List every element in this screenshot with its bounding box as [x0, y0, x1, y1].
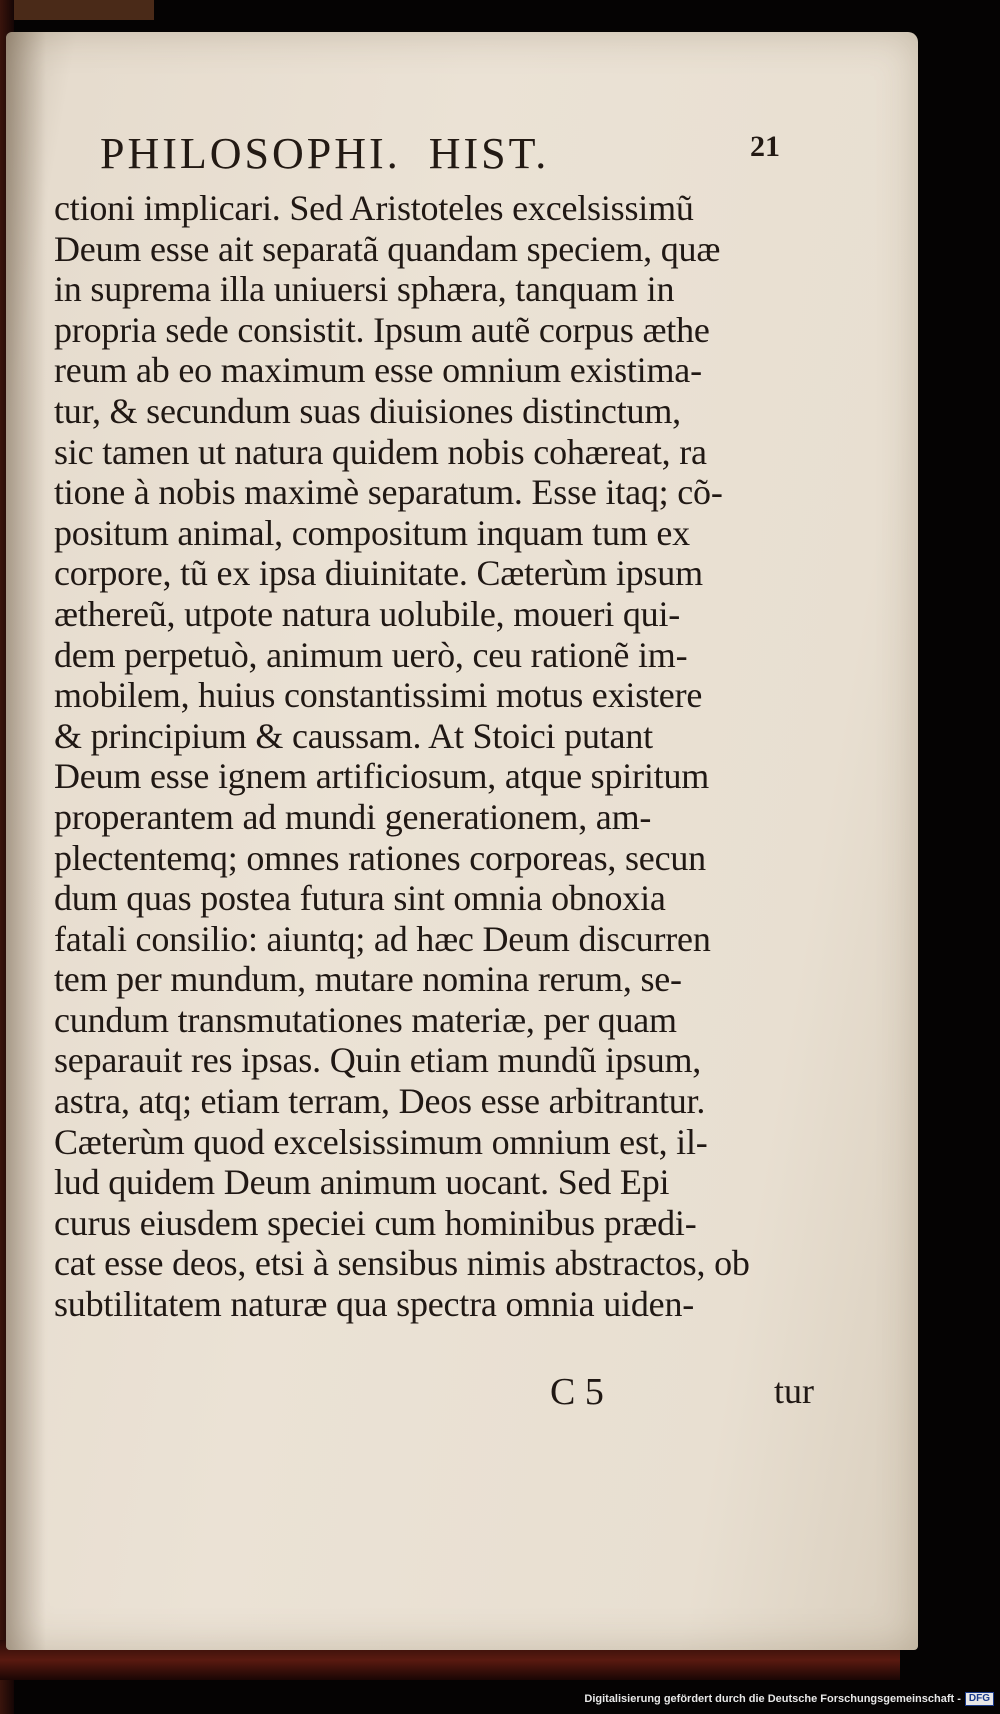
folio-number: 21 — [750, 130, 780, 163]
gutter-shadow — [6, 32, 46, 1650]
text-line: mobilem, huius constantissimi motus existere — [54, 675, 703, 716]
text-line: æthereũ, utpote natura uolubile, moueri qui- — [54, 593, 681, 634]
text-line: tione à nobis maximè separatum. Esse itaq; cõ- — [54, 472, 723, 513]
text-line: tur, & secundum suas diuisiones distinctum, — [54, 390, 681, 431]
text-line: positum animal, compositum inquam tum ex — [54, 512, 690, 553]
text-line: Cæterùm quod excelsissimum omnium est, il- — [54, 1121, 708, 1162]
digitization-credit — [584, 1692, 994, 1706]
text-line: dem perpetuò, animum uerò, ceu rationẽ im- — [54, 634, 688, 675]
dfg-logo: DFG — [965, 1692, 994, 1706]
credit-text: Digitalisierung gefördert durch die Deutsche Forschungsgemeinschaft - — [584, 1692, 961, 1705]
running-head — [100, 128, 790, 184]
text-line: Deum esse ait separatã quandam speciem, quæ — [54, 228, 721, 269]
text-line: ctioni implicari. Sed Aristoteles excelsissimũ — [54, 188, 694, 228]
text-line: separauit res ipsas. Quin etiam mundũ ipsum, — [54, 1040, 702, 1081]
text-line: plectentemq; omnes rationes corporeas, secun — [54, 837, 706, 878]
text-line: properantem ad mundi generationem, am- — [54, 796, 652, 837]
text-line: astra, atq; etiam terram, Deos esse arbitrantur. — [54, 1081, 706, 1122]
text-line: reum ab eo maximum esse omnium existima- — [54, 350, 702, 391]
signature-mark: C 5 — [550, 1371, 604, 1413]
catch-line — [54, 1370, 814, 1414]
text-line: corpore, tũ ex ipsa diuinitate. Cæterùm ipsum — [54, 553, 703, 594]
text-line: cundum transmutationes materiæ, per quam — [54, 999, 677, 1040]
running-title: PHILOSOPHI. HIST. — [100, 129, 550, 178]
text-line: curus eiusdem speciei cum hominibus prædi- — [54, 1202, 697, 1243]
text-line: propria sede consistit. Ipsum autẽ corpus æthe — [54, 309, 710, 350]
text-line: Deum esse ignem artificiosum, atque spiritum — [54, 756, 710, 797]
text-line: in suprema illa uniuersi sphæra, tanquam in — [54, 269, 675, 310]
book-top-edge — [14, 0, 154, 20]
text-line: tem per mundum, mutare nomina rerum, se- — [54, 959, 682, 1000]
body-text — [54, 188, 814, 1325]
text-line: sic tamen ut natura quidem nobis cohæreat, ra — [54, 431, 707, 472]
text-line: lud quidem Deum animum uocant. Sed Epi — [54, 1162, 670, 1203]
text-line: & principium & caussam. At Stoici putant — [54, 715, 653, 756]
catchword: tur — [774, 1371, 814, 1411]
text-line: subtilitatem naturæ qua spectra omnia uiden- — [54, 1284, 695, 1325]
text-line: dum quas postea futura sint omnia obnoxia — [54, 878, 666, 919]
text-line: cat esse deos, etsi à sensibus nimis abstractos, ob — [54, 1243, 750, 1284]
text-line: fatali consilio: aiuntq; ad hæc Deum discurren — [54, 918, 711, 959]
